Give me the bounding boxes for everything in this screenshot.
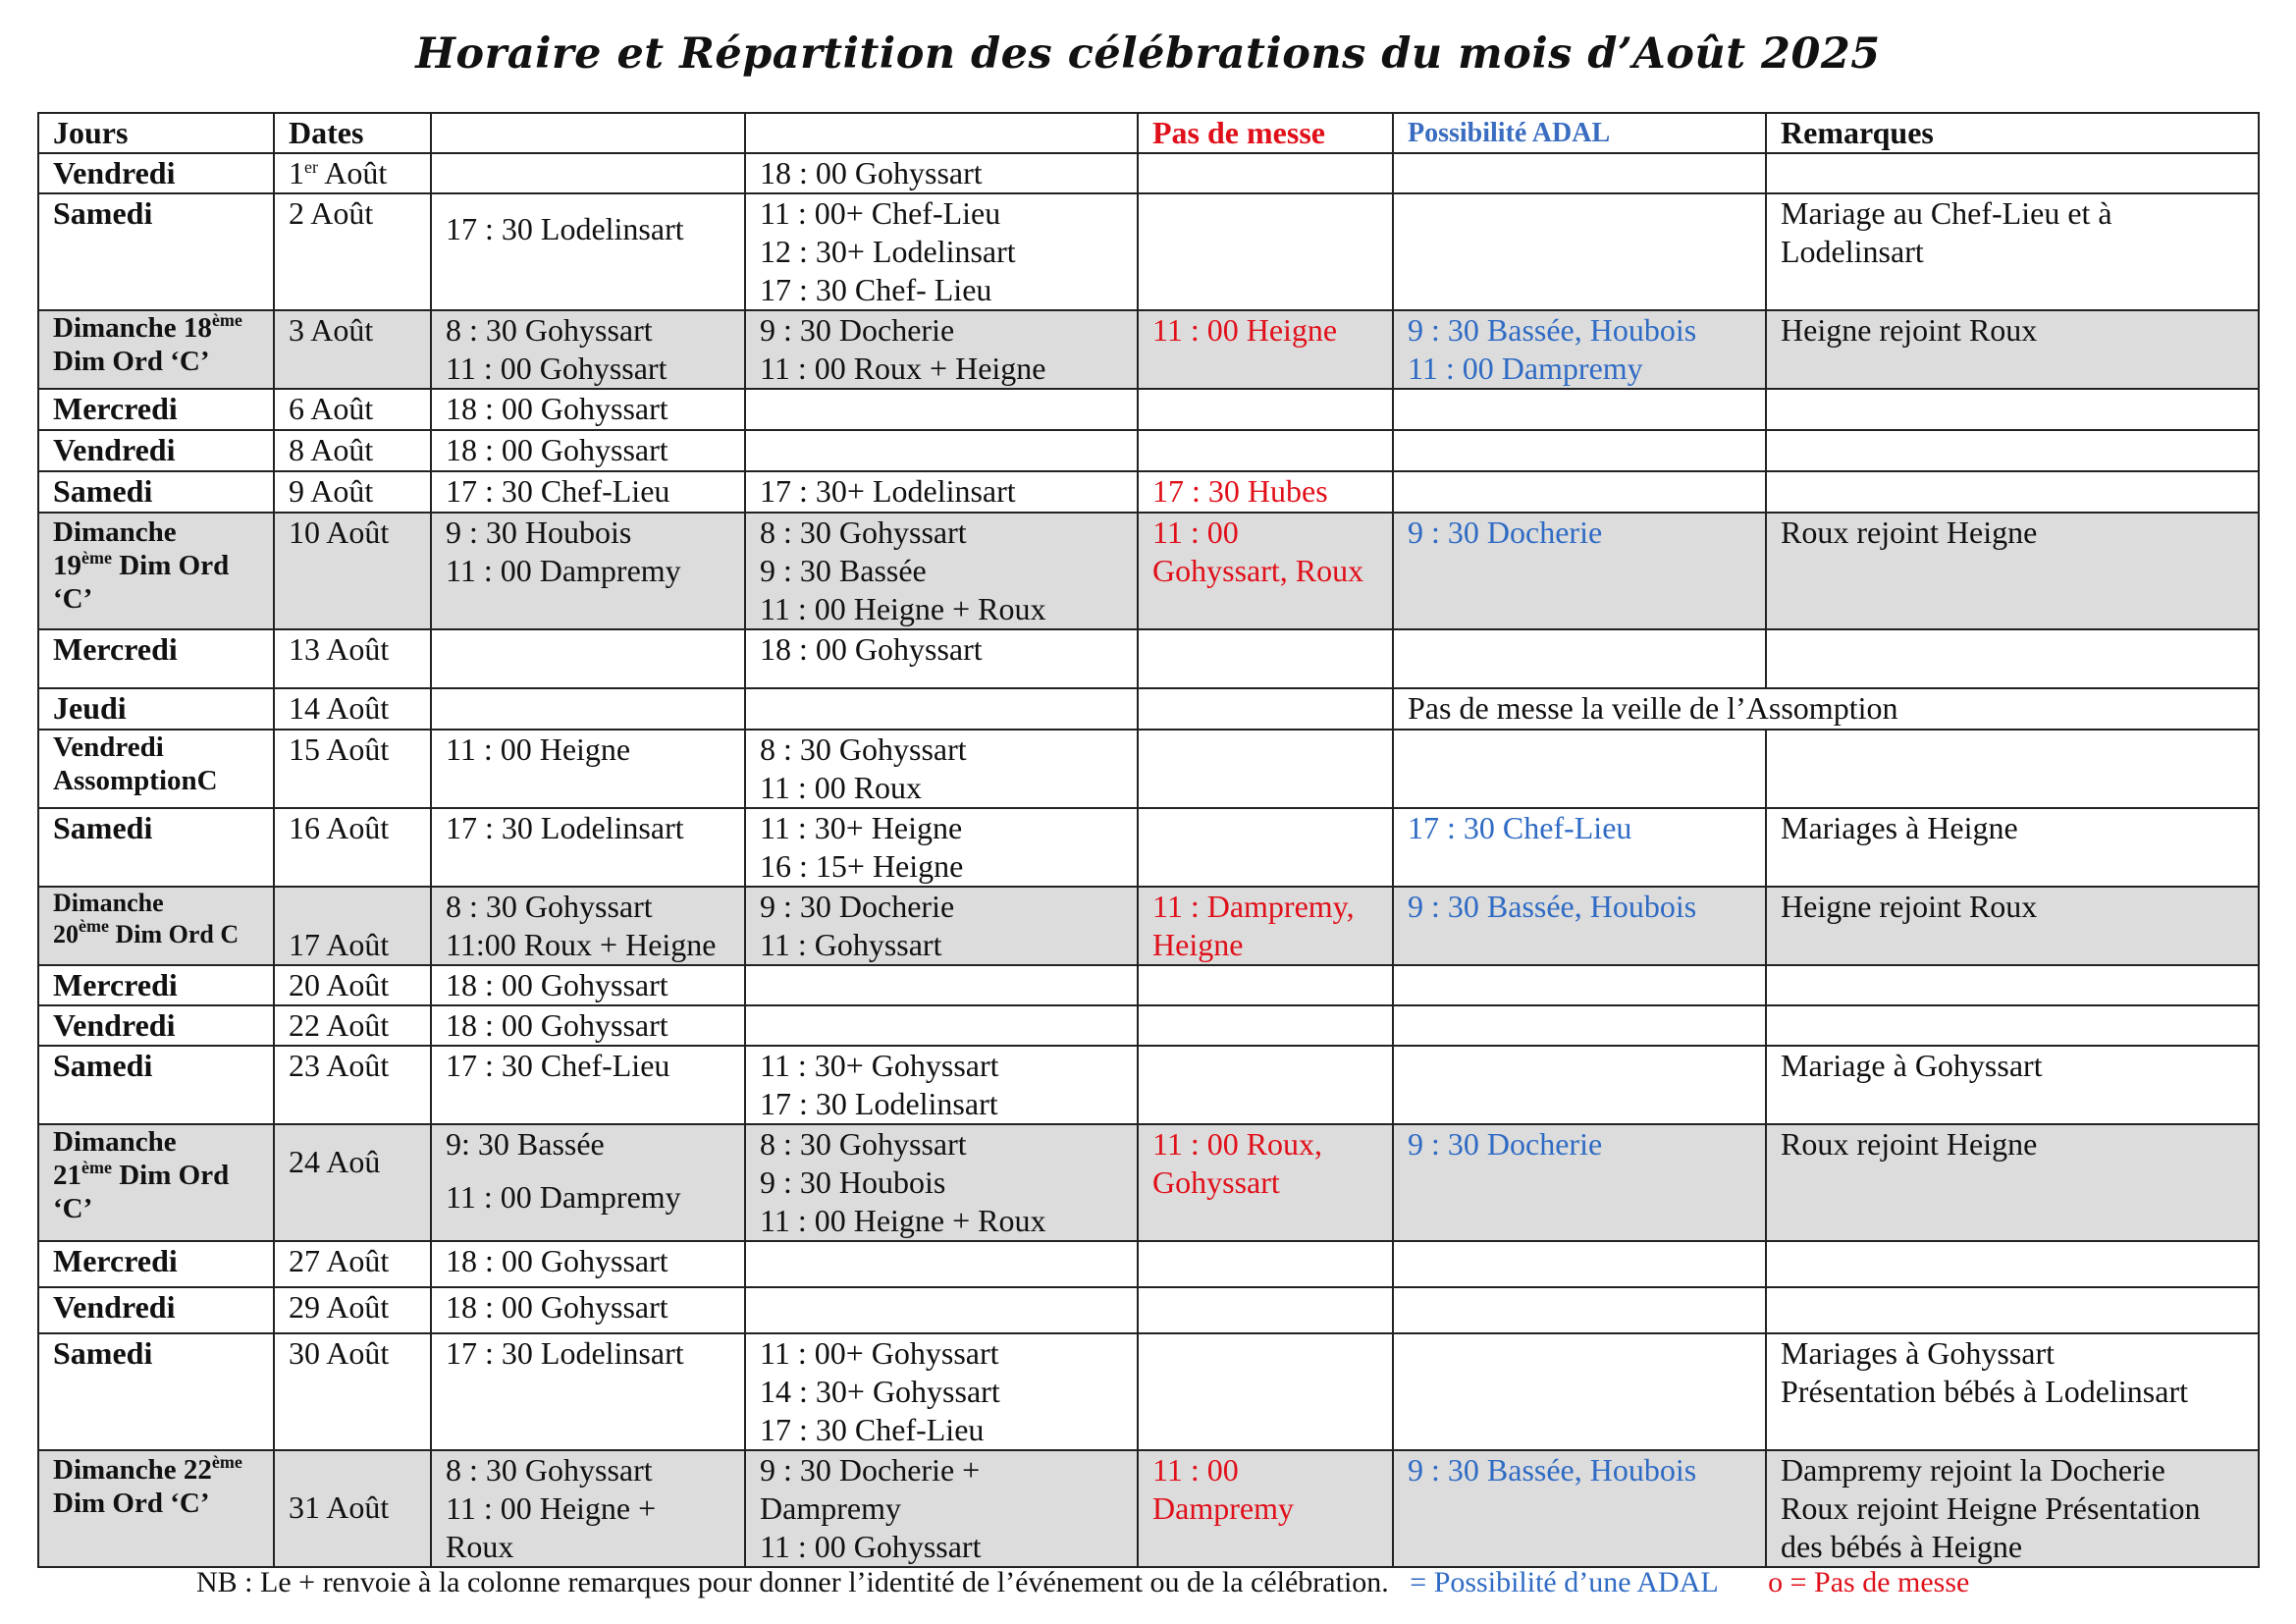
date-cell: 17 Août [274, 887, 431, 965]
remark-cell [1766, 1333, 2259, 1450]
adal-cell [1393, 310, 1766, 389]
pas-cell [1138, 1046, 1393, 1124]
table-row [38, 471, 2259, 513]
remark-cell [1766, 389, 2259, 430]
adal-cell [1393, 471, 1766, 513]
date-cell: 16 Août [274, 808, 431, 887]
remark-cell: Mariages à Heigne [1766, 808, 2259, 887]
note-cell: Pas de messe la veille de l’Assomption [1393, 688, 2259, 730]
remark-cell: Heigne rejoint Roux [1766, 887, 2259, 965]
pas-cell [1138, 153, 1393, 193]
pas-cell [1138, 629, 1393, 688]
pas-cell [1138, 513, 1393, 629]
footnote-adal-legend: = Possibilité d’une ADAL [1410, 1566, 1718, 1598]
col4-line: 11 : 00 Gohyssart [760, 1529, 982, 1564]
remark-line: Mariages à Gohyssart [1781, 1335, 2056, 1371]
adal-line: 11 : 00 Dampremy [1408, 351, 1643, 386]
table-row [38, 193, 2259, 310]
pas-cell [1138, 965, 1393, 1005]
col4-line: 11 : Gohyssart [760, 927, 942, 962]
day-cell [38, 730, 274, 808]
page-title: Horaire et Répartition des célébrations du mois d’Août 2025 [415, 29, 1881, 79]
col3-cell: 17 : 30 Lodelinsart [431, 1333, 745, 1450]
adal-cell [1393, 965, 1766, 1005]
col4-line: 9 : 30 Houbois [760, 1164, 946, 1200]
col4-cell [745, 808, 1138, 887]
day-cell: Mercredi [38, 629, 274, 688]
day-cell: Vendredi [38, 153, 274, 193]
col3-cell: 18 : 00 Gohyssart [431, 430, 745, 471]
table-row [38, 153, 2259, 193]
col4-line: 16 : 15+ Heigne [760, 848, 964, 884]
date-cell: 3 Août [274, 310, 431, 389]
day-cell: Samedi [38, 1046, 274, 1124]
pas-cell [1138, 1450, 1393, 1567]
day-cell: Samedi [38, 471, 274, 513]
pas-line: Gohyssart [1152, 1164, 1280, 1200]
table-row [38, 965, 2259, 1005]
header-adal: Possibilité ADAL [1393, 113, 1766, 153]
date-cell: 29 Août [274, 1287, 431, 1333]
col3-line: 11:00 Roux + Heigne [446, 927, 717, 962]
table-row [38, 430, 2259, 471]
col3-line: 9: 30 Bassée [446, 1126, 605, 1162]
table-header-row [38, 113, 2259, 153]
day-cell: Vendredi [38, 1005, 274, 1046]
table-row [38, 1450, 2259, 1567]
col4-line: 11 : 30+ Heigne [760, 810, 963, 845]
date-cell: 24 Aoû [274, 1124, 431, 1241]
col3-cell: 17 : 30 Chef-Lieu [431, 471, 745, 513]
col3-cell [431, 513, 745, 629]
day-line: Vendredi [53, 731, 164, 763]
col4-line: 11 : 00+ Gohyssart [760, 1335, 999, 1371]
col3-line: 11 : 00 Gohyssart [446, 351, 667, 386]
col4-cell: 17 : 30+ Lodelinsart [745, 471, 1138, 513]
col4-cell [745, 887, 1138, 965]
pas-line: 11 : Dampremy, [1152, 889, 1355, 924]
col4-cell: 18 : 00 Gohyssart [745, 153, 1138, 193]
adal-cell: 17 : 30 Chef-Lieu [1393, 808, 1766, 887]
col3-line: 8 : 30 Gohyssart [446, 1452, 653, 1488]
adal-line: 9 : 30 Bassée, Houbois [1408, 312, 1697, 348]
remark-cell [1766, 1287, 2259, 1333]
col3-line: 17 : 30 Lodelinsart [446, 211, 684, 246]
col4-cell [745, 1333, 1138, 1450]
date-cell: 22 Août [274, 1005, 431, 1046]
col3-line: Roux [446, 1529, 514, 1564]
day-line: Dimanche 22 [53, 1454, 212, 1486]
pas-cell [1138, 1333, 1393, 1450]
pas-cell [1138, 887, 1393, 965]
date-cell: 23 Août [274, 1046, 431, 1124]
date-sup: er [304, 157, 318, 177]
day-cell: Samedi [38, 808, 274, 887]
pas-cell [1138, 430, 1393, 471]
day-cell: Samedi [38, 1333, 274, 1450]
col4-line: 17 : 30 Lodelinsart [760, 1086, 998, 1121]
col3-line: 11 : 00 Dampremy [446, 1179, 681, 1215]
remark-cell [1766, 965, 2259, 1005]
col3-cell: 18 : 00 Gohyssart [431, 965, 745, 1005]
remark-cell: Roux rejoint Heigne [1766, 1124, 2259, 1241]
col4-line: 8 : 30 Gohyssart [760, 1126, 967, 1162]
col3-cell: 17 : 30 Chef-Lieu [431, 1046, 745, 1124]
day-rest: Dim Ord [111, 1160, 230, 1191]
col4-line: 9 : 30 Docherie + [760, 1452, 981, 1488]
table-row [38, 310, 2259, 389]
date-cell: 9 Août [274, 471, 431, 513]
header-remarques: Remarques [1766, 113, 2259, 153]
pas-cell: 17 : 30 Hubes [1138, 471, 1393, 513]
remark-line: Dampremy rejoint la Docherie [1781, 1452, 2165, 1488]
day-num: 19 [53, 550, 81, 581]
adal-cell [1393, 1005, 1766, 1046]
day-line: Dim Ord ‘C’ [53, 1488, 210, 1519]
col3-cell: 18 : 00 Gohyssart [431, 1005, 745, 1046]
day-cell: Vendredi [38, 1287, 274, 1333]
table-row [38, 1046, 2259, 1124]
pas-line: Gohyssart, Roux [1152, 553, 1364, 588]
remark-cell [1766, 430, 2259, 471]
table-row [38, 1005, 2259, 1046]
day-cell: Jeudi [38, 688, 274, 730]
date-cell: 6 Août [274, 389, 431, 430]
table-row [38, 1241, 2259, 1287]
day-line: AssomptionC [53, 765, 218, 796]
adal-cell: 9 : 30 Docherie [1393, 513, 1766, 629]
remark-cell: Roux rejoint Heigne [1766, 513, 2259, 629]
adal-cell [1393, 1333, 1766, 1450]
col4-cell [745, 389, 1138, 430]
adal-cell [1393, 1287, 1766, 1333]
col3-cell: 18 : 00 Gohyssart [431, 1241, 745, 1287]
day-line: ‘C’ [53, 583, 93, 615]
adal-cell [1393, 730, 1766, 808]
col4-cell [745, 688, 1138, 730]
day-cell [38, 1124, 274, 1241]
remark-line: des bébés à Heigne [1781, 1529, 2023, 1564]
pas-cell [1138, 1124, 1393, 1241]
date-cell: 27 Août [274, 1241, 431, 1287]
col3-line: 11 : 00 Dampremy [446, 553, 681, 588]
table-row [38, 513, 2259, 629]
day-cell: Mercredi [38, 965, 274, 1005]
col4-line: 17 : 30 Chef- Lieu [760, 272, 992, 307]
col4-line: 8 : 30 Gohyssart [760, 731, 967, 767]
remark-cell [1766, 730, 2259, 808]
col3-line: 11 : 00 Heigne + [446, 1490, 657, 1526]
day-cell [38, 310, 274, 389]
header-col3 [431, 113, 745, 153]
schedule-table [37, 112, 2260, 1568]
date-cell: 8 Août [274, 430, 431, 471]
col3-cell [431, 310, 745, 389]
date-cell: 2 Août [274, 193, 431, 310]
date-cell: 20 Août [274, 965, 431, 1005]
table-row [38, 1287, 2259, 1333]
col4-cell [745, 1450, 1138, 1567]
date-rest: Août [317, 155, 388, 190]
col3-cell [431, 629, 745, 688]
adal-cell [1393, 1046, 1766, 1124]
adal-cell: 9 : 30 Bassée, Houbois [1393, 1450, 1766, 1567]
day-line: Dimanche [53, 516, 177, 548]
remark-line: Roux rejoint Heigne Présentation [1781, 1490, 2201, 1526]
col4-line: 11 : 30+ Gohyssart [760, 1048, 999, 1083]
day-sup: ème [211, 1452, 242, 1472]
pas-cell [1138, 389, 1393, 430]
day-rest: Dim Ord [111, 550, 230, 581]
col4-line: 11 : 00 Roux + Heigne [760, 351, 1046, 386]
pas-cell [1138, 730, 1393, 808]
day-cell [38, 1450, 274, 1567]
col4-line: 12 : 30+ Lodelinsart [760, 234, 1016, 269]
adal-cell [1393, 389, 1766, 430]
col4-cell [745, 1124, 1138, 1241]
col3-line: 8 : 30 Gohyssart [446, 312, 653, 348]
date-cell: 15 Août [274, 730, 431, 808]
day-line: Dim Ord ‘C’ [53, 346, 210, 377]
col4-line: Dampremy [760, 1490, 901, 1526]
date-cell: 13 Août [274, 629, 431, 688]
col3-cell [431, 153, 745, 193]
col4-line: 17 : 30 Chef-Lieu [760, 1412, 985, 1447]
table-row [38, 688, 2259, 730]
adal-cell: 9 : 30 Docherie [1393, 1124, 1766, 1241]
col4-line: 11 : 00 Roux [760, 770, 923, 805]
pas-line: 11 : 00 [1152, 514, 1239, 550]
day-cell: Vendredi [38, 430, 274, 471]
day-line: Dimanche [53, 889, 164, 917]
col4-cell [745, 513, 1138, 629]
table-row [38, 389, 2259, 430]
col4-cell [745, 1046, 1138, 1124]
day-sup: ème [211, 310, 242, 330]
col4-cell [745, 1287, 1138, 1333]
day-cell [38, 513, 274, 629]
col4-cell [745, 1241, 1138, 1287]
col3-cell [431, 1450, 745, 1567]
date-num: 1 [289, 155, 304, 190]
remark-line: Présentation bébés à Lodelinsart [1781, 1374, 2188, 1409]
col4-cell [745, 730, 1138, 808]
col3-cell [431, 688, 745, 730]
day-rest: Dim Ord C [108, 920, 240, 948]
date-cell: 14 Août [274, 688, 431, 730]
table-row [38, 629, 2259, 688]
pas-cell [1138, 193, 1393, 310]
table-row [38, 808, 2259, 887]
remark-line: Lodelinsart [1781, 234, 1924, 269]
table-row [38, 887, 2259, 965]
pas-line: 11 : 00 [1152, 1452, 1239, 1488]
day-cell [38, 887, 274, 965]
col4-line: 9 : 30 Docherie [760, 889, 955, 924]
date-cell: 30 Août [274, 1333, 431, 1450]
col4-cell [745, 310, 1138, 389]
day-num: 20 [53, 920, 79, 948]
day-sup: ème [81, 548, 112, 568]
adal-cell [1393, 430, 1766, 471]
day-line: Dimanche 18 [53, 312, 212, 344]
header-dates: Dates [274, 113, 431, 153]
col4-cell [745, 193, 1138, 310]
day-num: 21 [53, 1160, 81, 1191]
pas-cell [1138, 1005, 1393, 1046]
pas-cell [1138, 1287, 1393, 1333]
col4-cell: 18 : 00 Gohyssart [745, 629, 1138, 688]
adal-cell [1393, 153, 1766, 193]
header-col4 [745, 113, 1138, 153]
col3-cell: 18 : 00 Gohyssart [431, 1287, 745, 1333]
remark-cell [1766, 153, 2259, 193]
pas-cell [1138, 1241, 1393, 1287]
col4-line: 11 : 00 Heigne + Roux [760, 591, 1046, 626]
day-sup: ème [81, 1158, 112, 1177]
footnote-pas-legend: o = Pas de messe [1768, 1566, 1970, 1598]
col4-line: 14 : 30+ Gohyssart [760, 1374, 1000, 1409]
adal-cell [1393, 193, 1766, 310]
col4-line: 11 : 00+ Chef-Lieu [760, 195, 1001, 231]
day-sup: ème [79, 916, 109, 936]
col3-cell [431, 193, 745, 310]
col4-line: 9 : 30 Bassée [760, 553, 927, 588]
col4-line: 9 : 30 Docherie [760, 312, 955, 348]
remark-cell [1766, 629, 2259, 688]
pas-line: 11 : 00 Roux, [1152, 1126, 1323, 1162]
pas-cell [1138, 808, 1393, 887]
remark-cell [1766, 471, 2259, 513]
adal-cell [1393, 1241, 1766, 1287]
col4-cell [745, 965, 1138, 1005]
day-cell: Mercredi [38, 389, 274, 430]
col3-cell [431, 1124, 745, 1241]
table-row [38, 1333, 2259, 1450]
footnote-text: NB : Le + renvoie à la colonne remarques pour donner l’identité de l’événement ou de la célébration. [196, 1566, 1389, 1598]
remark-cell [1766, 193, 2259, 310]
adal-cell [1393, 629, 1766, 688]
header-jours: Jours [38, 113, 274, 153]
col4-cell [745, 1005, 1138, 1046]
col3-line: 9 : 30 Houbois [446, 514, 632, 550]
remark-cell [1766, 1450, 2259, 1567]
day-line: ‘C’ [53, 1193, 93, 1224]
day-cell: Mercredi [38, 1241, 274, 1287]
col4-line: 8 : 30 Gohyssart [760, 514, 967, 550]
remark-cell: Mariage à Gohyssart [1766, 1046, 2259, 1124]
day-cell: Samedi [38, 193, 274, 310]
remark-cell [1766, 1005, 2259, 1046]
date-cell [274, 153, 431, 193]
footnote [196, 1566, 1969, 1599]
remark-line: Mariage au Chef-Lieu et à [1781, 195, 2112, 231]
remark-cell: Heigne rejoint Roux [1766, 310, 2259, 389]
remark-cell [1766, 1241, 2259, 1287]
pas-cell [1138, 688, 1393, 730]
pas-line: Dampremy [1152, 1490, 1294, 1526]
date-cell: 10 Août [274, 513, 431, 629]
col3-cell: 11 : 00 Heigne [431, 730, 745, 808]
day-line: Dimanche [53, 1126, 177, 1158]
pas-cell: 11 : 00 Heigne [1138, 310, 1393, 389]
table-row [38, 730, 2259, 808]
col3-line: 8 : 30 Gohyssart [446, 889, 653, 924]
col3-cell [431, 887, 745, 965]
date-cell: 31 Août [274, 1450, 431, 1567]
table-row [38, 1124, 2259, 1241]
adal-cell: 9 : 30 Bassée, Houbois [1393, 887, 1766, 965]
col4-cell [745, 430, 1138, 471]
col3-cell: 17 : 30 Lodelinsart [431, 808, 745, 887]
col3-cell: 18 : 00 Gohyssart [431, 389, 745, 430]
pas-line: Heigne [1152, 927, 1244, 962]
header-pas-de-messe: Pas de messe [1138, 113, 1393, 153]
col4-line: 11 : 00 Heigne + Roux [760, 1203, 1046, 1238]
